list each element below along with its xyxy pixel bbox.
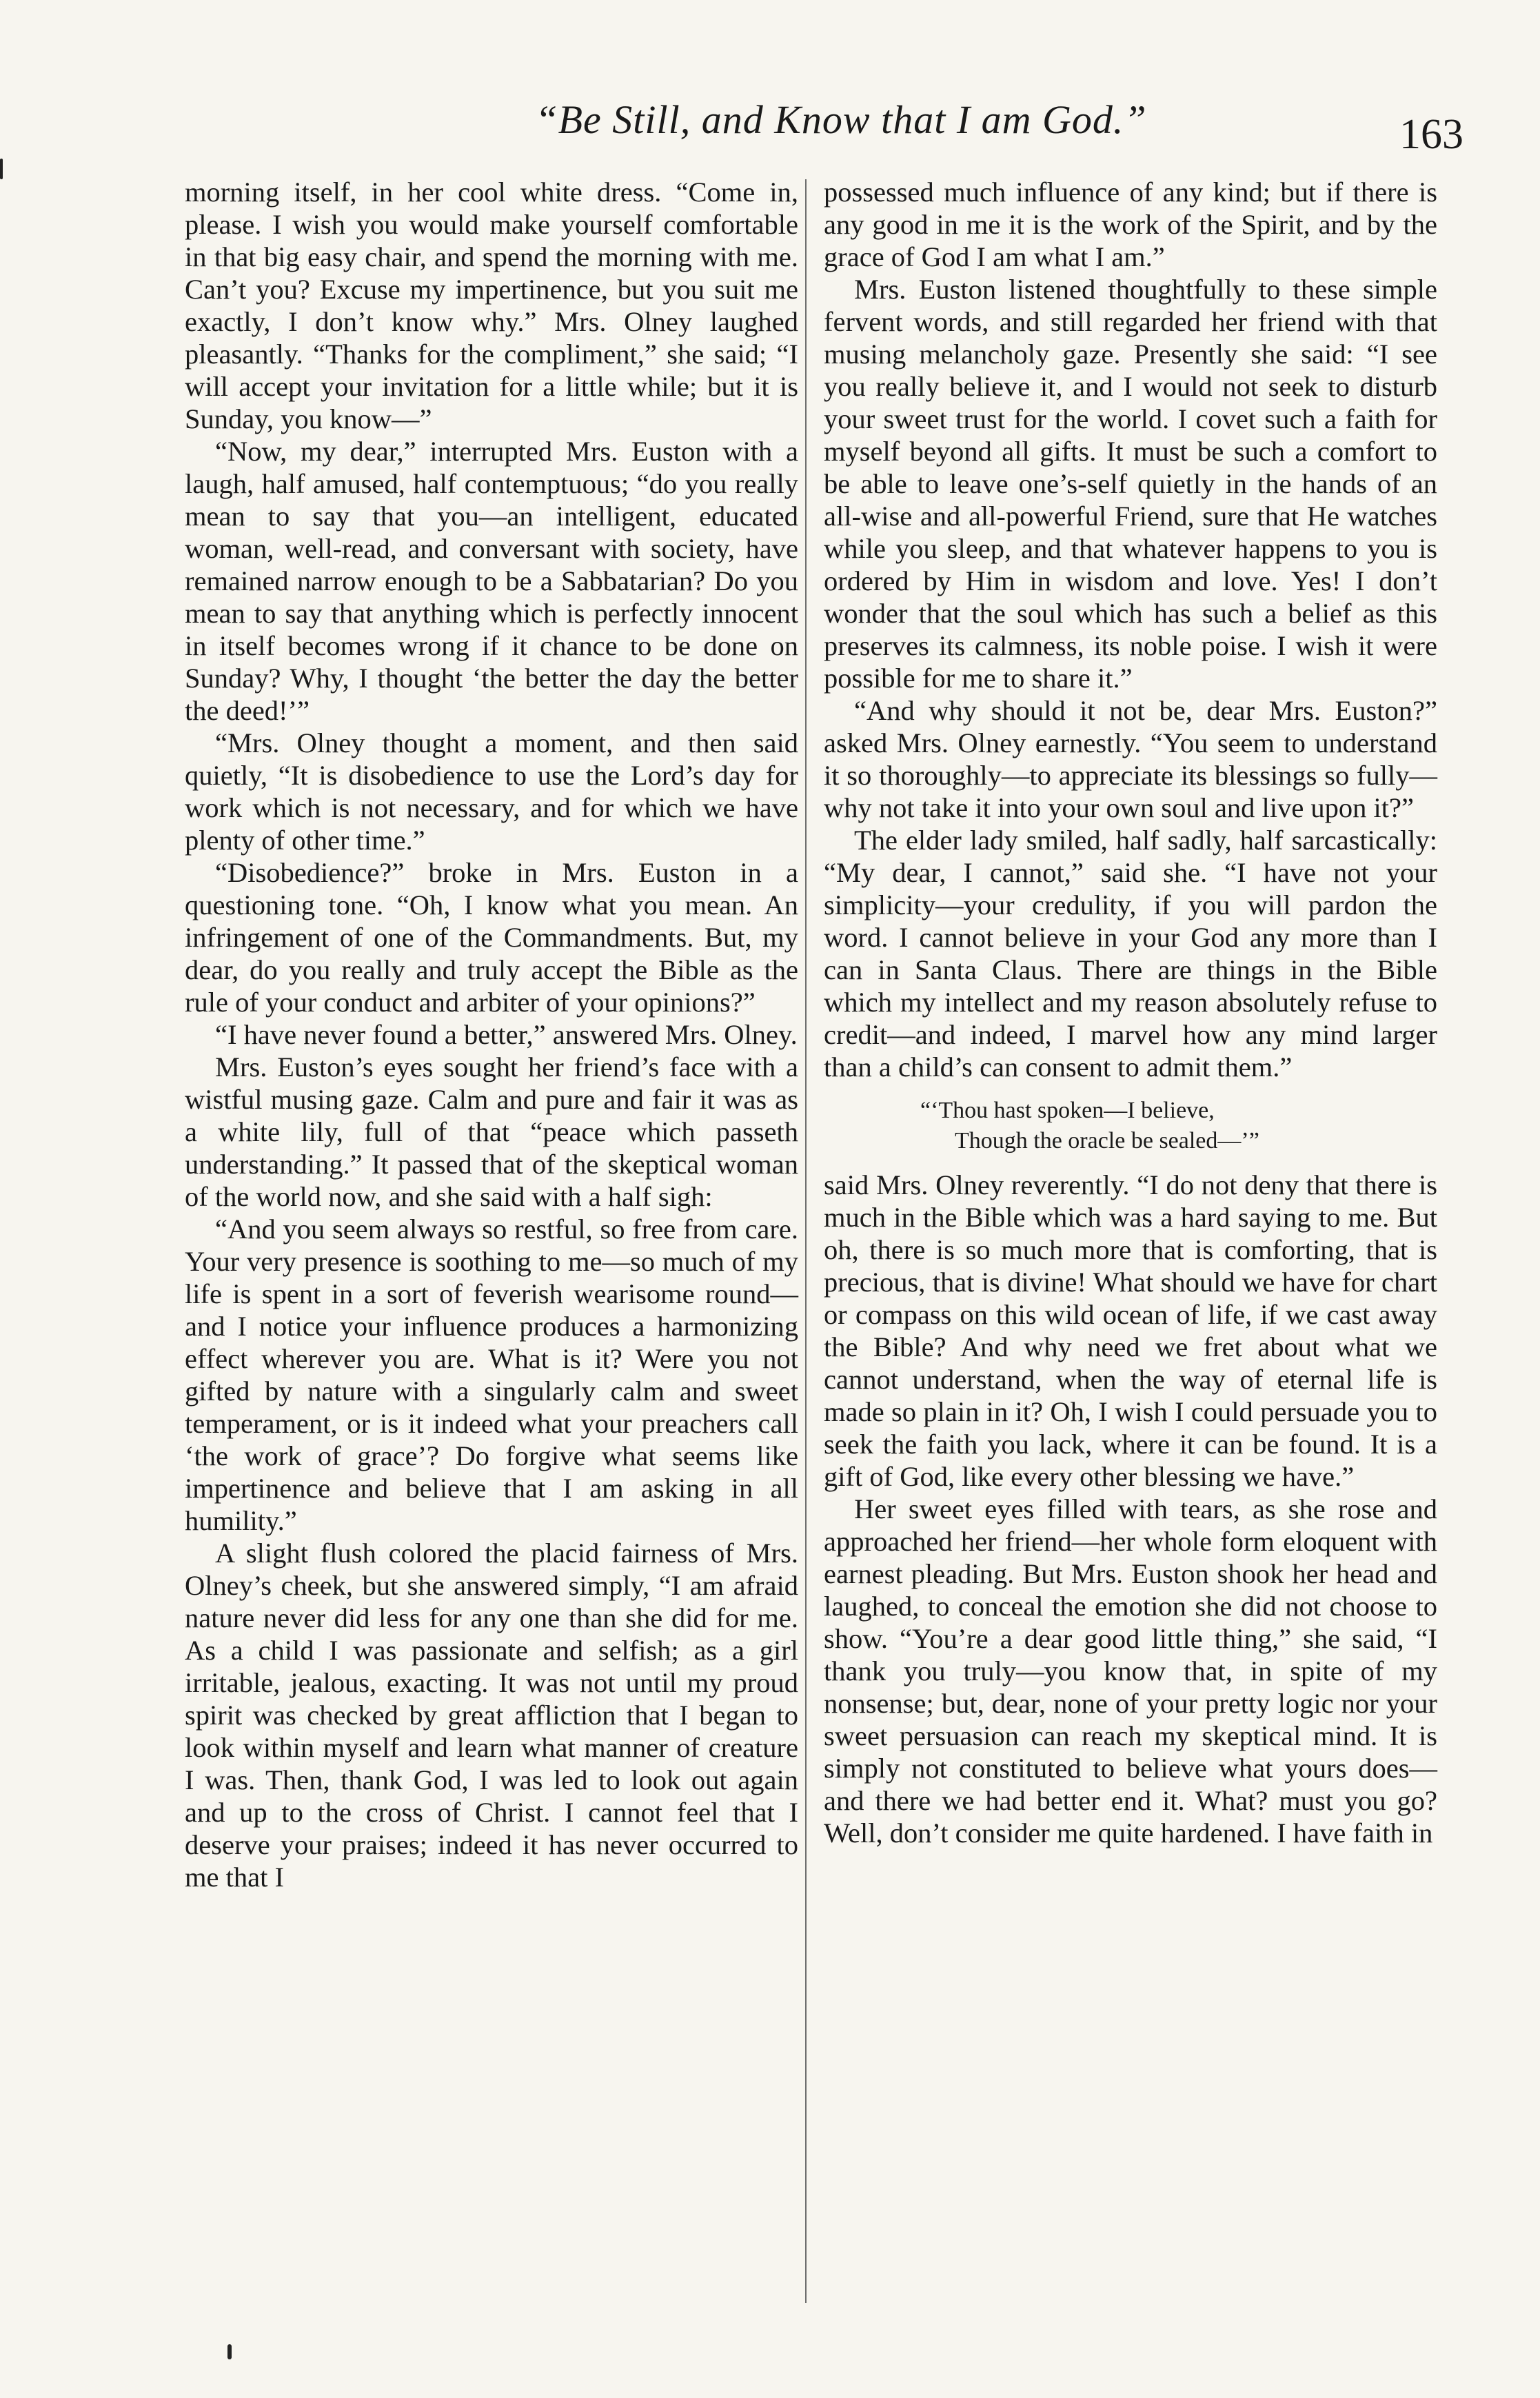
paragraph: Her sweet eyes filled with tears, as she rose and approached her friend—her whole form eloquent with earnest pleading. But Mrs. Euston shook her head and laughed, to conceal the emotion she did not choose to show. “You’re a dear good little thing,” she said, “I thank you truly—you know that, in spite of my nonsense; but, dear, none of your pretty logic nor your sweet persuasion can reach my skeptical mind. It is simply not constituted to believe what yours does—and there we had better end it. What? must you go? Well, don’t consider me quite hardened. I have faith in [824, 1493, 1437, 1848]
paragraph: “I have never found a better,” answered Mrs. Olney. [215, 1019, 798, 1050]
paragraph: A slight flush colored the placid fairness of Mrs. Olney’s cheek, but she answered simply, “I am afraid nature never did less for any one than she did for me. As a child I was passionate and selfish; as a girl irritable, jealous, exacting. It was not until my proud spirit was checked by great affliction that I began to look within myself and learn what manner of creature I was. Then, thank God, I was led to look out again and up to the cross of Christ. I cannot feel that I deserve your praises; indeed it has never occurred to me that I [185, 1538, 798, 1893]
column-divider [805, 179, 807, 2303]
right-column [824, 176, 1437, 1849]
paragraph: morning itself, in her cool white dress. “Come in, please. I wish you would make yourself comfortable in that big easy chair, and spend the morning with me. Can’t you? Excuse my impertinence, but you suit me exactly, I don’t know why.” Mrs. Olney laughed pleasantly. “Thanks for the compliment,” she said; “I will accept your invitation for a little while; but it is Sunday, you know—” [185, 177, 798, 434]
scan-speck [227, 2344, 232, 2359]
running-title: “Be Still, and Know that I am God.” [535, 97, 1147, 142]
verse-line: Though the oracle be sealed—’” [955, 1128, 1259, 1153]
paragraph: “Disobedience?” broke in Mrs. Euston in a questioning tone. “Oh, I know what you mean. An infringement of one of the Commandments. But, my dear, do you really and truly accept the Bible as the rule of your conduct and arbiter of your opinions?” [185, 857, 798, 1018]
paragraph: “And you seem always so restful, so free from care. Your very presence is soothing to me—so much of my life is spent in a sort of feverish wearisome round—and I notice your influence produces a harmonizing effect wherever you are. What is it? Were you not gifted by nature with a singularly calm and sweet temperament, or is it indeed what your preachers call ‘the work of grace’? Do forgive what seems like impertinence and believe that I am asking in all humility.” [185, 1213, 798, 1536]
paragraph: Mrs. Euston’s eyes sought her friend’s face with a wistful musing gaze. Calm and pure and fair it was as a white lily, full of that “peace which passeth understanding.” It passed that of the skeptical woman of the world now, and she said with a half sigh: [185, 1051, 798, 1212]
scan-speck [0, 159, 3, 179]
paragraph: said Mrs. Olney reverently. “I do not deny that there is much in the Bible which was a hard saying to me. But oh, there is so much more that is comforting, that is precious, that is divine! What should we have for chart or compass on this wild ocean of life, if we cast away the Bible? And why need we fret about what we cannot understand, when the way of eternal life is made so plain in it? Oh, I wish I could persuade you to seek the faith you lack, where it can be found. It is a gift of God, like every other blessing we have.” [824, 1169, 1437, 1492]
paragraph: The elder lady smiled, half sadly, half sarcastically: “My dear, I cannot,” said she. “I have not your simplicity—your credulity, if you will pardon the word. I cannot believe in your God any more than I can in Santa Claus. There are things in the Bible which my intellect and my reason absolutely refuse to credit—and indeed, I marvel how any mind larger than a child’s can consent to admit them.” [824, 825, 1437, 1082]
left-column [185, 176, 798, 1893]
paragraph: Mrs. Euston listened thoughtfully to these simple fervent words, and still regarded her friend with that musing melancholy gaze. Presently she said: “I see you really believe it, and I would not seek to disturb your sweet trust for the world. I covet such a faith for myself beyond all gifts. It must be such a comfort to be able to leave one’s-self quietly in the hands of an all-wise and all-powerful Friend, sure that He watches while you sleep, and that whatever happens to you is ordered by Him in wisdom and love. Yes! I don’t wonder that the soul which has such a belief as this preserves its calmness, its noble poise. I wish it were possible for me to share it.” [824, 274, 1437, 694]
paragraph: possessed much influence of any kind; but if there is any good in me it is the work of the Spirit, and by the grace of God I am what I am.” [824, 177, 1437, 272]
paragraph: “And why should it not be, dear Mrs. Euston?” asked Mrs. Olney earnestly. “You seem to understand it so thoroughly—to appreciate its blessings so fully—why not take it into your own soul and live upon it?” [824, 695, 1437, 823]
page-number: 163 [1399, 111, 1463, 158]
verse-line: “‘Thou hast spoken—I believe, [920, 1098, 1215, 1123]
paragraph: “Mrs. Olney thought a moment, and then said quietly, “It is disobedience to use the Lord’s day for work which is not necessary, and for which we have plenty of other time.” [185, 727, 798, 856]
paragraph: “Now, my dear,” interrupted Mrs. Euston with a laugh, half amused, half contemptuous; “do you really mean to say that you—an intelligent, educated woman, well-read, and conversant with society, have remained narrow enough to be a Sabbatarian? Do you mean to say that anything which is perfectly innocent in itself becomes wrong if it chance to be done on Sunday? Why, I thought ‘the better the day the better the deed!’” [185, 436, 798, 726]
verse-quote [824, 1096, 1437, 1156]
